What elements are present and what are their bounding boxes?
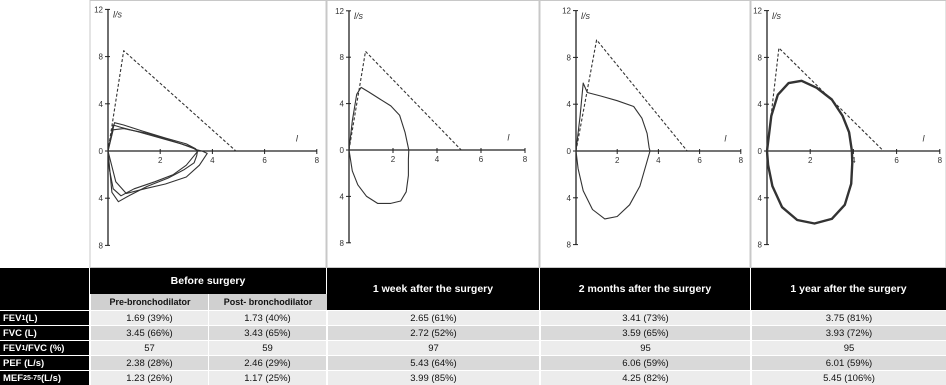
y-tick-label: 0 — [98, 147, 103, 156]
table-cell: 57 — [90, 341, 208, 355]
x-tick-label: 4 — [210, 156, 215, 165]
x-tick-label: 6 — [697, 156, 702, 165]
x-unit-label: l — [922, 133, 925, 144]
plot-panel-3 — [540, 1, 750, 268]
table-cell: 97 — [327, 341, 539, 355]
y-tick-label: 8 — [98, 241, 103, 251]
y-unit-label: l/s — [581, 10, 590, 21]
row-label-rest: (L) — [25, 312, 38, 324]
x-tick-label: 8 — [937, 156, 943, 165]
x-tick-label: 2 — [390, 155, 396, 164]
y-tick-label: 4 — [757, 100, 762, 110]
x-tick-label: 2 — [614, 156, 620, 165]
table-cell: 5.45 (106%) — [751, 371, 946, 385]
table-cell: 59 — [208, 341, 326, 355]
table-corner — [0, 268, 89, 310]
y-tick-label: 0 — [757, 147, 762, 156]
flow-volume-loop — [349, 87, 409, 203]
y-tick-label: 12 — [94, 5, 103, 15]
y-tick-label: 4 — [566, 100, 571, 110]
y-tick-label: 8 — [566, 53, 571, 63]
table-cell: 2.38 (28%) — [90, 356, 208, 370]
table-cell: 3.41 (73%) — [540, 311, 750, 325]
x-tick-label: 6 — [894, 156, 899, 165]
x-tick-label: 8 — [314, 156, 320, 165]
predicted-curve — [108, 51, 236, 151]
x-tick-label: 6 — [262, 156, 267, 165]
table-cell: 6.01 (59%) — [751, 356, 946, 370]
table-cell: 3.93 (72%) — [751, 326, 946, 340]
row-label — [0, 341, 89, 355]
table-cell: 95 — [751, 341, 946, 355]
header-before-surgery: Before surgery — [90, 268, 326, 294]
row-label — [0, 311, 89, 325]
row-label-subscript: 1 — [21, 344, 26, 352]
row-label-main: PEF (L/s) — [3, 357, 45, 369]
y-tick-label: 4 — [98, 194, 103, 204]
y-unit-label: l/s — [354, 10, 363, 21]
table-cell: 1.69 (39%) — [90, 311, 208, 325]
table-cell: 1.23 (26%) — [90, 371, 208, 385]
row-label-rest: /FVC (%) — [25, 342, 65, 354]
header-1-year: 1 year after the surgery — [751, 268, 946, 310]
table-cell: 3.99 (85%) — [327, 371, 539, 385]
y-tick-label: 12 — [753, 6, 762, 16]
table-cell: 3.43 (65%) — [208, 326, 326, 340]
row-label — [0, 371, 89, 385]
row-label-main: FVC (L) — [3, 327, 37, 339]
subheader-post-bronchodilator: Post- bronchodilator — [208, 294, 327, 310]
x-tick-label: 8 — [738, 156, 744, 165]
y-tick-label: 0 — [566, 147, 571, 156]
y-tick-label: 4 — [98, 99, 103, 109]
y-tick-label: 8 — [339, 238, 344, 248]
y-tick-label: 4 — [566, 193, 571, 203]
row-label-main: FEV — [3, 342, 22, 354]
table-cell: 3.45 (66%) — [90, 326, 208, 340]
x-unit-label: l — [295, 133, 298, 144]
y-unit-label: l/s — [113, 9, 122, 20]
header-2-months: 2 months after the surgery — [540, 268, 750, 310]
y-tick-label: 0 — [339, 146, 344, 155]
y-tick-label: 8 — [757, 53, 762, 63]
predicted-curve — [767, 48, 884, 151]
row-label-main: MEF — [3, 372, 24, 384]
y-tick-label: 8 — [339, 53, 344, 63]
row-label — [0, 356, 89, 370]
x-tick-label: 2 — [157, 156, 163, 165]
y-tick-label: 4 — [757, 193, 762, 203]
x-unit-label: l — [507, 132, 510, 143]
table-cell: 2.65 (61%) — [327, 311, 539, 325]
row-label-rest: (L/s) — [40, 372, 62, 384]
table-cell: 5.43 (64%) — [327, 356, 539, 370]
y-tick-label: 4 — [339, 192, 344, 202]
table-cell: 1.17 (25%) — [208, 371, 326, 385]
y-tick-label: 8 — [98, 52, 103, 62]
table-cell: 1.73 (40%) — [208, 311, 326, 325]
plot-panel-1 — [90, 1, 326, 268]
table-cell: 4.25 (82%) — [540, 371, 750, 385]
y-tick-label: 12 — [335, 6, 344, 16]
y-tick-label: 12 — [562, 6, 571, 16]
table-cell: 2.46 (29%) — [208, 356, 326, 370]
y-tick-label: 8 — [757, 240, 762, 250]
x-unit-label: l — [724, 133, 727, 144]
predicted-curve — [576, 40, 687, 151]
table-cell: 95 — [540, 341, 750, 355]
x-tick-label: 4 — [656, 156, 661, 165]
y-unit-label: l/s — [772, 10, 781, 21]
table-cell: 3.75 (81%) — [751, 311, 946, 325]
table-cell: 2.72 (52%) — [327, 326, 539, 340]
table-cell: 3.59 (65%) — [540, 326, 750, 340]
row-label — [0, 326, 89, 340]
table-cell: 6.06 (59%) — [540, 356, 750, 370]
x-tick-label: 8 — [522, 155, 528, 164]
y-tick-label: 4 — [339, 99, 344, 109]
x-tick-label: 4 — [851, 156, 856, 165]
header-1-week: 1 week after the surgery — [327, 268, 539, 310]
x-tick-label: 2 — [807, 156, 813, 165]
row-label-subscript: 25-75 — [23, 374, 41, 382]
subheader-pre-bronchodilator: Pre-bronchodilator — [90, 294, 209, 310]
flow-volume-loop — [767, 81, 852, 224]
spirometry-table — [0, 268, 946, 385]
x-tick-label: 4 — [434, 155, 440, 164]
y-tick-label: 8 — [566, 240, 571, 250]
row-label-main: FEV — [3, 312, 22, 324]
row-label-subscript: 1 — [21, 314, 26, 322]
x-tick-label: 6 — [478, 155, 484, 164]
